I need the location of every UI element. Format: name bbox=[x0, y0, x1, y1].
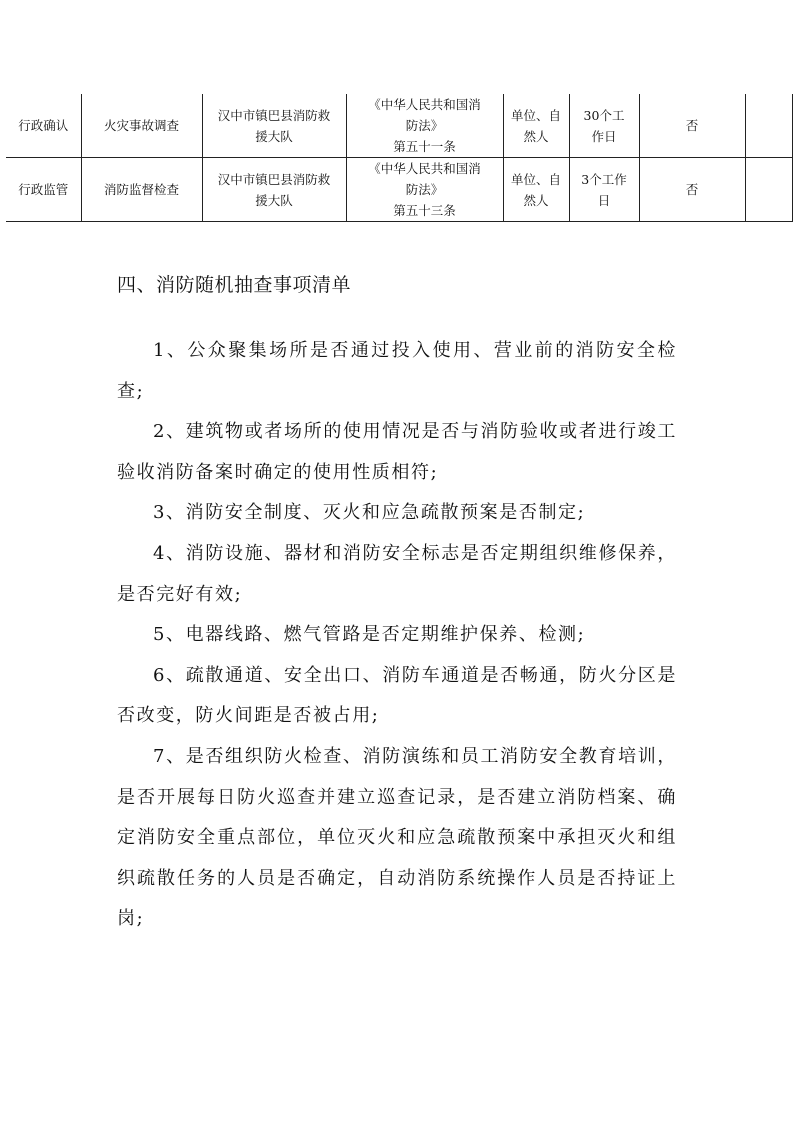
checklist-item: 4、消防设施、器材和消防安全标志是否定期组织维修保养，是否完好有效; bbox=[117, 542, 677, 605]
agency-line: 汉中市镇巴县消防救 bbox=[217, 107, 331, 123]
agency-cell bbox=[202, 158, 346, 222]
table-row bbox=[6, 158, 792, 222]
basis-cell bbox=[346, 94, 503, 158]
time-limit-line: 30个工 bbox=[583, 107, 625, 123]
time-limit-cell bbox=[569, 158, 639, 222]
basis-line: 第五十一条 bbox=[393, 139, 456, 154]
checklist bbox=[117, 331, 677, 940]
checklist-item: 2、建筑物或者场所的使用情况是否与消防验收或者进行竣工验收消防备案时确定的使用性质相符; bbox=[117, 421, 677, 483]
checklist-item: 5、电器线路、燃气管路是否定期维护保养、检测; bbox=[153, 624, 586, 646]
basis-line: 第五十三条 bbox=[393, 203, 456, 218]
checklist-item: 7、是否组织防火检查、消防演练和员工消防安全教育培训，是否开展每日防火巡查并建立巡查记录，是否建立消防档案、确定消防安全重点部位，单位灭火和应急疏散预案中承担灭火和组织疏散任务的人员是否确定，自动消防系统操作人员是否持证上岗; bbox=[117, 745, 677, 930]
time-limit-line: 作日 bbox=[591, 128, 617, 144]
agency-cell bbox=[202, 94, 346, 158]
target-line: 然人 bbox=[523, 192, 549, 208]
checklist-item: 1、公众聚集场所是否通过投入使用、营业前的消防安全检查; bbox=[117, 340, 677, 402]
remark-cell bbox=[745, 94, 792, 158]
item-cell: 消防监督检查 bbox=[81, 158, 202, 222]
fee-cell: 否 bbox=[639, 158, 745, 222]
basis-line: 防法》 bbox=[405, 182, 444, 197]
table-row bbox=[6, 94, 792, 158]
time-limit-line: 3个工作 bbox=[581, 171, 627, 187]
basis-cell bbox=[346, 158, 503, 222]
checklist-item: 3、消防安全制度、灭火和应急疏散预案是否制定; bbox=[153, 502, 586, 524]
basis-line: 《中华人民共和国消 bbox=[368, 97, 481, 112]
basis-line: 防法》 bbox=[405, 118, 444, 133]
time-limit-cell bbox=[569, 94, 639, 158]
remark-cell bbox=[745, 158, 792, 222]
section-heading: 四、消防随机抽查事项清单 bbox=[117, 274, 352, 296]
type-cell: 行政监管 bbox=[6, 158, 81, 222]
target-line: 单位、自 bbox=[510, 107, 561, 123]
duty-table bbox=[6, 94, 793, 222]
type-cell: 行政确认 bbox=[6, 94, 81, 158]
agency-line: 援大队 bbox=[255, 128, 293, 144]
time-limit-line: 日 bbox=[597, 192, 611, 208]
agency-line: 援大队 bbox=[255, 192, 293, 208]
target-cell bbox=[503, 94, 569, 158]
basis-line: 《中华人民共和国消 bbox=[368, 161, 481, 176]
fee-cell: 否 bbox=[639, 94, 745, 158]
target-cell bbox=[503, 158, 569, 222]
target-line: 然人 bbox=[523, 128, 549, 144]
agency-line: 汉中市镇巴县消防救 bbox=[217, 171, 331, 187]
target-line: 单位、自 bbox=[510, 171, 561, 187]
checklist-item: 6、疏散通道、安全出口、消防车通道是否畅通，防火分区是否改变，防火间距是否被占用; bbox=[117, 664, 677, 727]
item-cell: 火灾事故调查 bbox=[81, 94, 202, 158]
